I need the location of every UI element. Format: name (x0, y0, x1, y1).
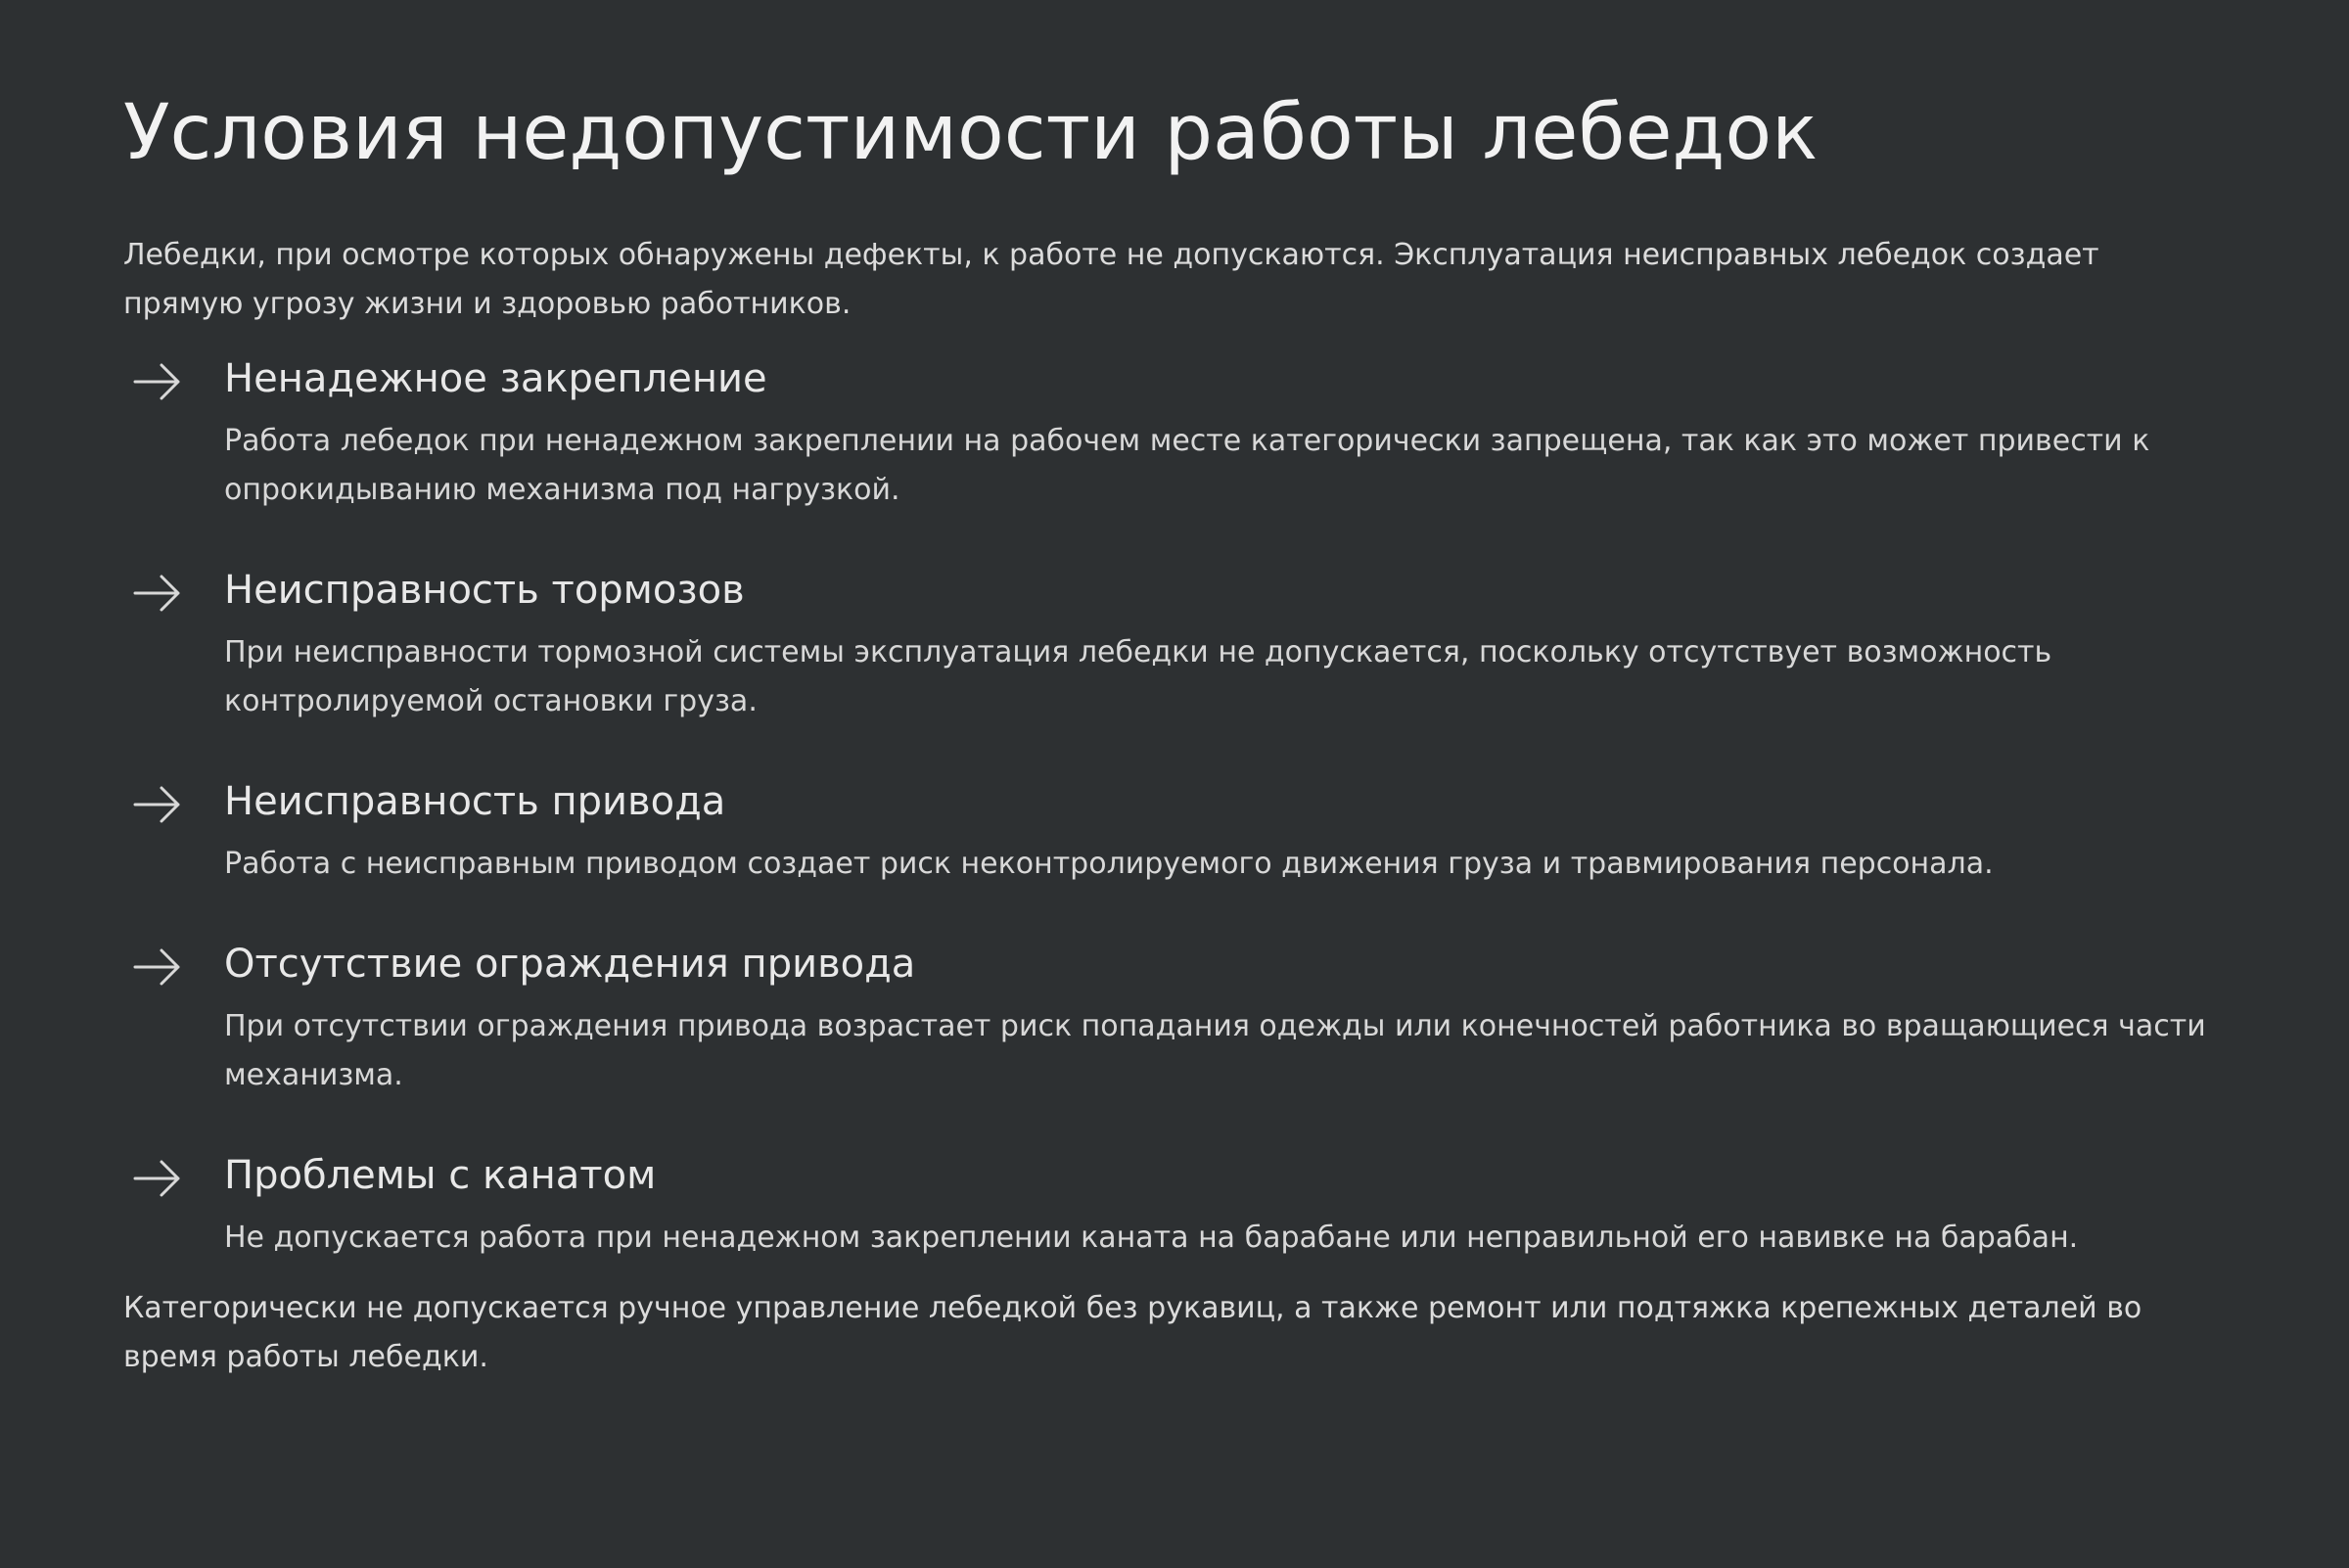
intro-paragraph: Лебедки, при осмотре которых обнаружены дефекты, к работе не допускаются. Эксплуатация неисправных лебедок создает прямую угрозу жизни и здоровью работников. (123, 238, 2099, 321)
list-item (123, 562, 2226, 726)
list-item (123, 773, 2226, 889)
item-text: При неисправности тормозной системы эксплуатация лебедки не допускается, поскольку отсутствует возможность контролируемой остановки груза. (224, 635, 2052, 718)
conditions-list (123, 350, 2226, 1263)
list-item (123, 936, 2226, 1100)
item-title: Неисправность тормозов (224, 568, 745, 613)
item-title: Проблемы с канатом (224, 1153, 657, 1198)
arrow-right-icon (131, 568, 182, 619)
page-title: Условия недопустимости работы лебедок (123, 89, 1819, 177)
item-text: Работа с неисправным приводом создает риск неконтролируемого движения груза и травмирования персонала. (224, 847, 1994, 881)
item-title: Неисправность привода (224, 779, 726, 824)
arrow-right-icon (131, 942, 182, 992)
arrow-right-icon (131, 356, 182, 407)
list-item (123, 350, 2226, 515)
item-title: Отсутствие ограждения привода (224, 942, 916, 987)
arrow-right-icon (131, 779, 182, 830)
item-text: При отсутствии ограждения привода возрастает риск попадания одежды или конечностей работника во вращающиеся части механизма. (224, 1009, 2206, 1092)
list-item (123, 1147, 2226, 1263)
arrow-right-icon (131, 1153, 182, 1204)
item-text: Работа лебедок при ненадежном закреплении на рабочем месте категорически запрещена, так как это может привести к опрокидыванию механизма под нагрузкой. (224, 424, 2150, 507)
footer-paragraph: Категорически не допускается ручное управление лебедкой без рукавиц, а также ремонт или подтяжка крепежных деталей во время работы лебедки. (123, 1291, 2142, 1374)
item-title: Ненадежное закрепление (224, 356, 767, 401)
item-text: Не допускается работа при ненадежном закреплении каната на барабане или неправильной его навивке на барабан. (224, 1221, 2079, 1255)
